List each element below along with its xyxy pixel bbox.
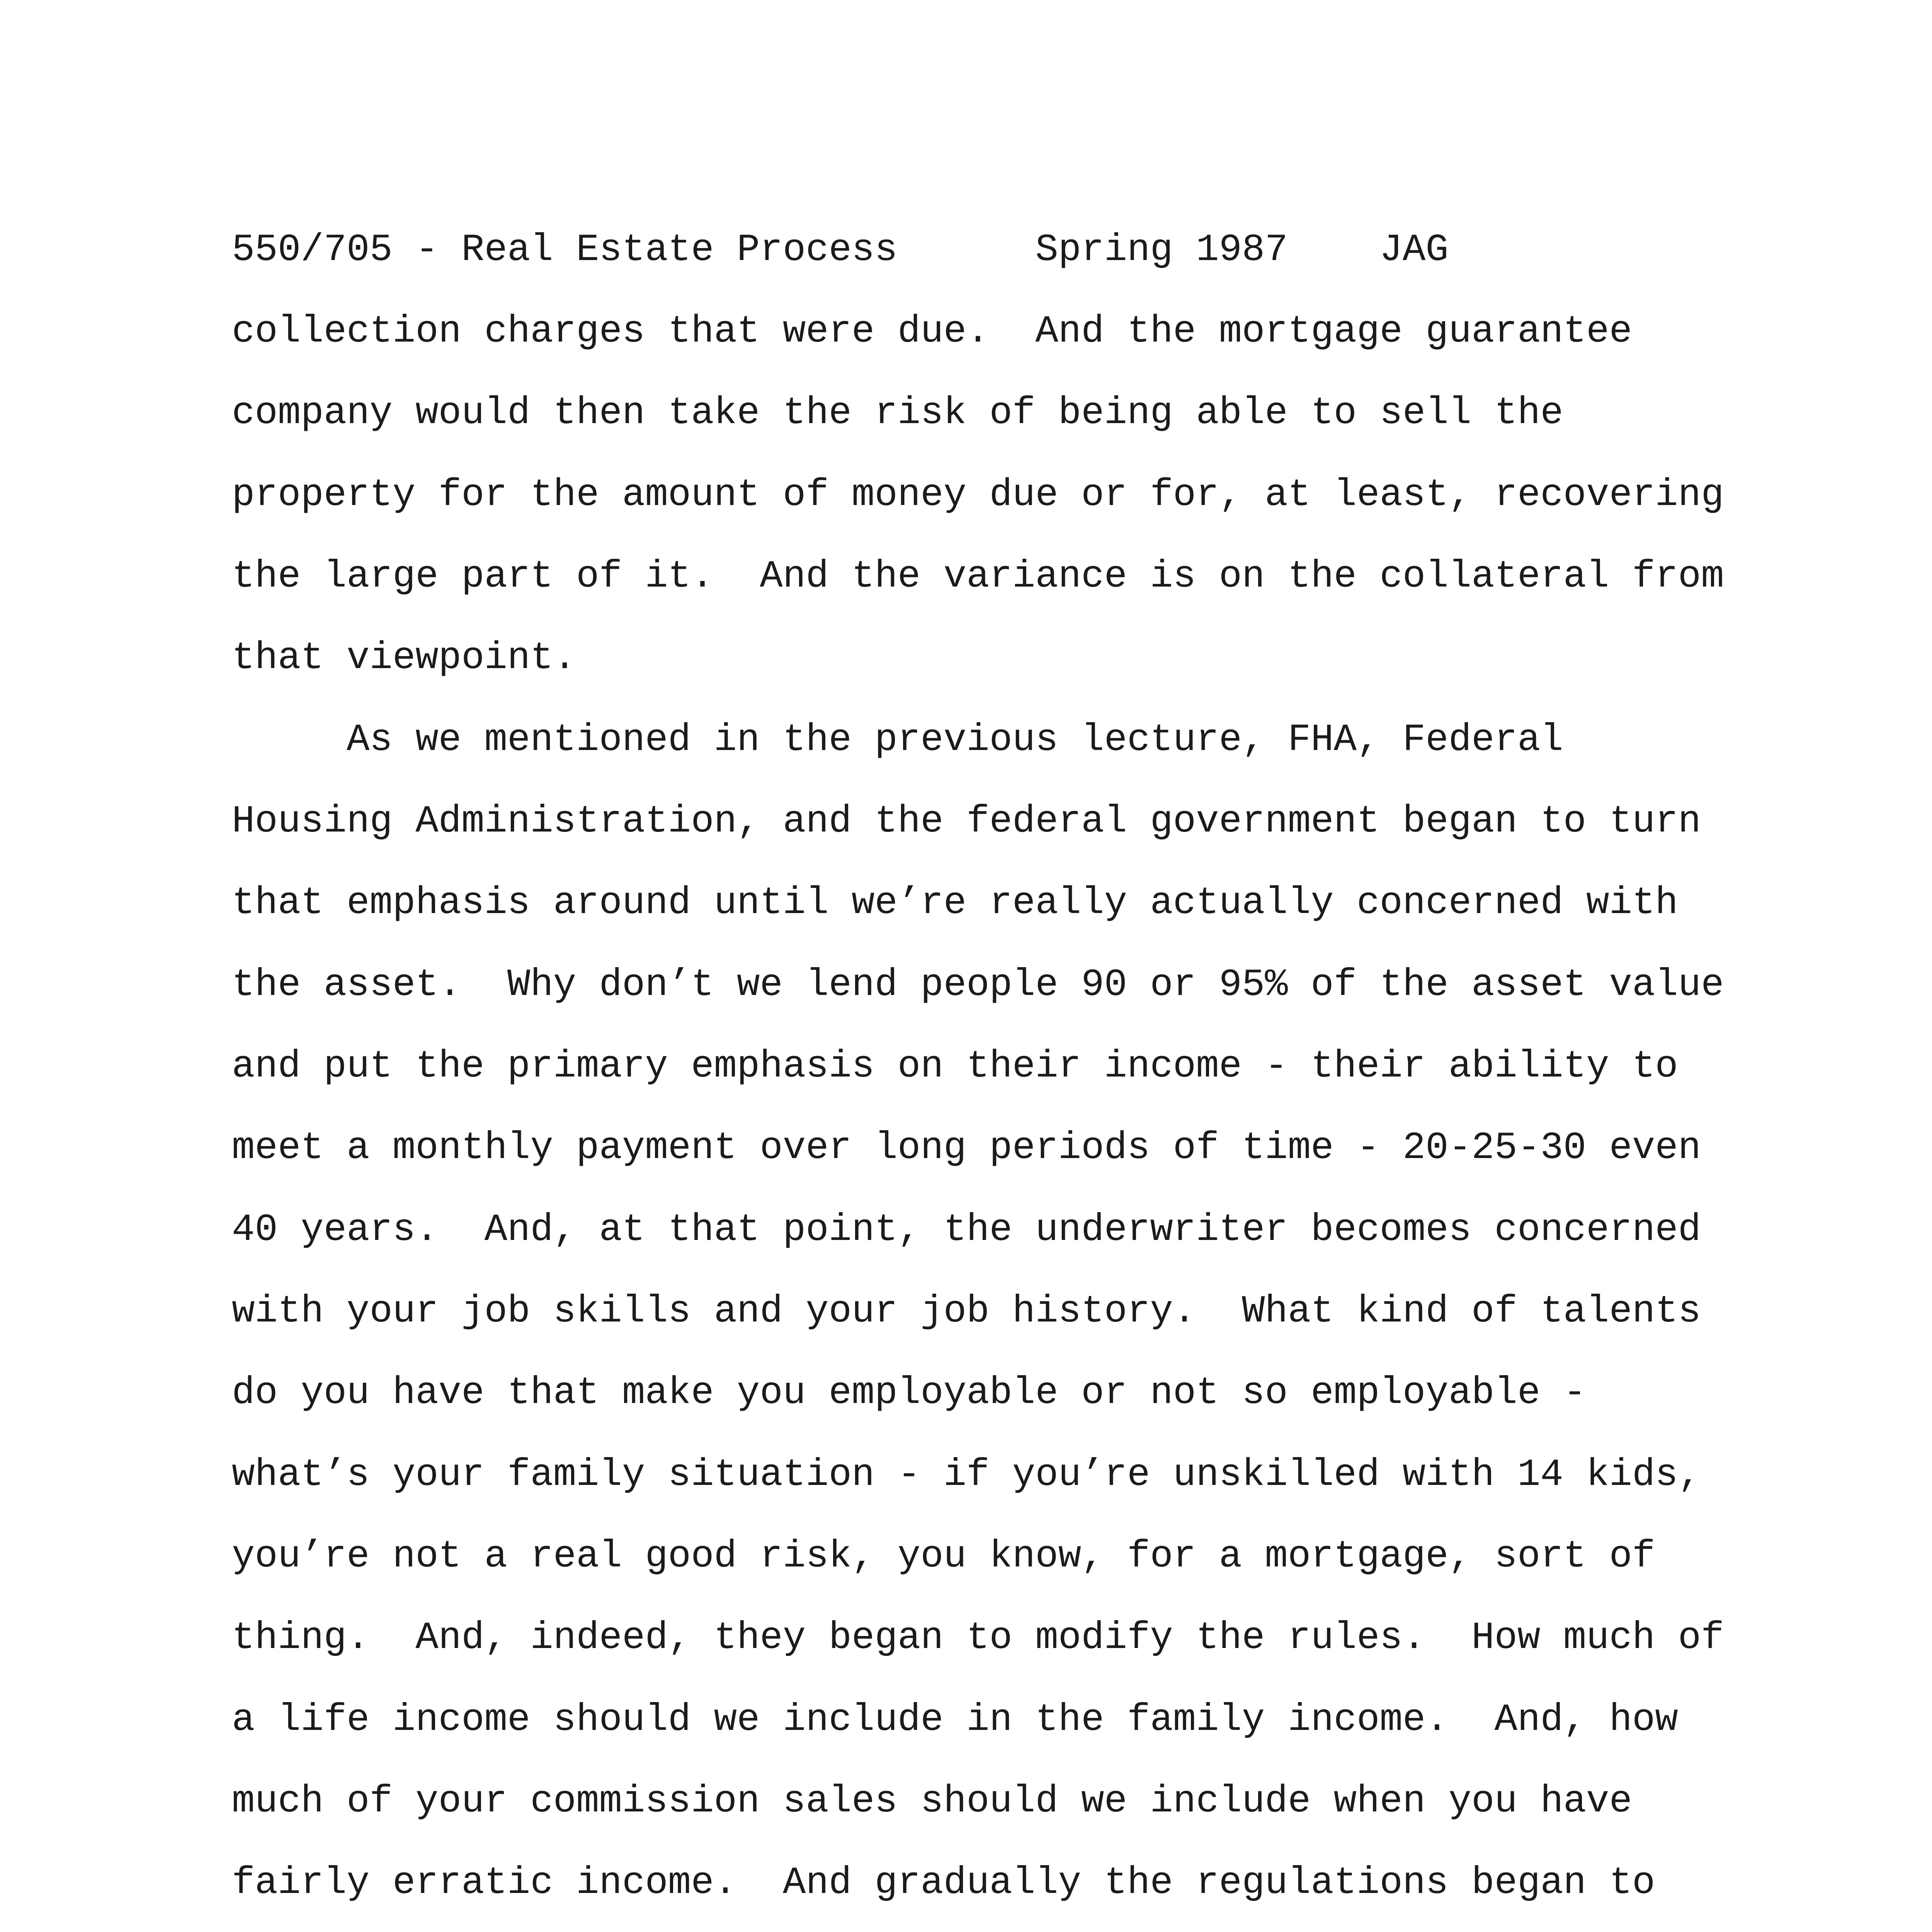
- text-line: with your job skills and your job history. What kind of talents: [232, 1290, 1701, 1333]
- text-line: that viewpoint.: [232, 636, 577, 680]
- text-line: thing. And, indeed, they began to modify the rules. How much of: [232, 1616, 1724, 1660]
- text-line: fairly erratic income. And gradually the regulations began to: [232, 1861, 1655, 1905]
- text-line: what’s your family situation - if you’re unskilled with 14 kids,: [232, 1453, 1701, 1497]
- text-line: As we mentioned in the previous lecture, FHA, Federal: [232, 718, 1563, 762]
- text-line: 40 years. And, at that point, the underwriter becomes concerned: [232, 1208, 1701, 1252]
- text-line: the large part of it. And the variance is on the collateral from: [232, 555, 1724, 598]
- text-line: do you have that make you employable or not so employable -: [232, 1371, 1587, 1415]
- header-initials: JAG: [1379, 228, 1449, 272]
- text-line: that emphasis around until we’re really actually concerned with: [232, 881, 1678, 925]
- text-line: property for the amount of money due or for, at least, recovering: [232, 473, 1724, 517]
- running-header: [232, 228, 1449, 272]
- text-line: you’re not a real good risk, you know, for a mortgage, sort of: [232, 1535, 1655, 1578]
- text-line: a life income should we include in the family income. And, how: [232, 1698, 1678, 1742]
- text-line: and put the primary emphasis on their income - their ability to: [232, 1045, 1678, 1088]
- text-line: Housing Administration, and the federal government began to turn: [232, 800, 1701, 843]
- text-line: the asset. Why don’t we lend people 90 or 95% of the asset value: [232, 963, 1724, 1007]
- text-line: collection charges that were due. And the mortgage guarantee: [232, 310, 1632, 353]
- text-line: company would then take the risk of being able to sell the: [232, 391, 1563, 435]
- header-course: 550/705 - Real Estate Process: [232, 228, 898, 272]
- header-term: Spring 1987: [1035, 228, 1288, 272]
- text-line: meet a monthly payment over long periods of time - 20-25-30 even: [232, 1126, 1701, 1170]
- text-line: much of your commission sales should we include when you have: [232, 1780, 1632, 1823]
